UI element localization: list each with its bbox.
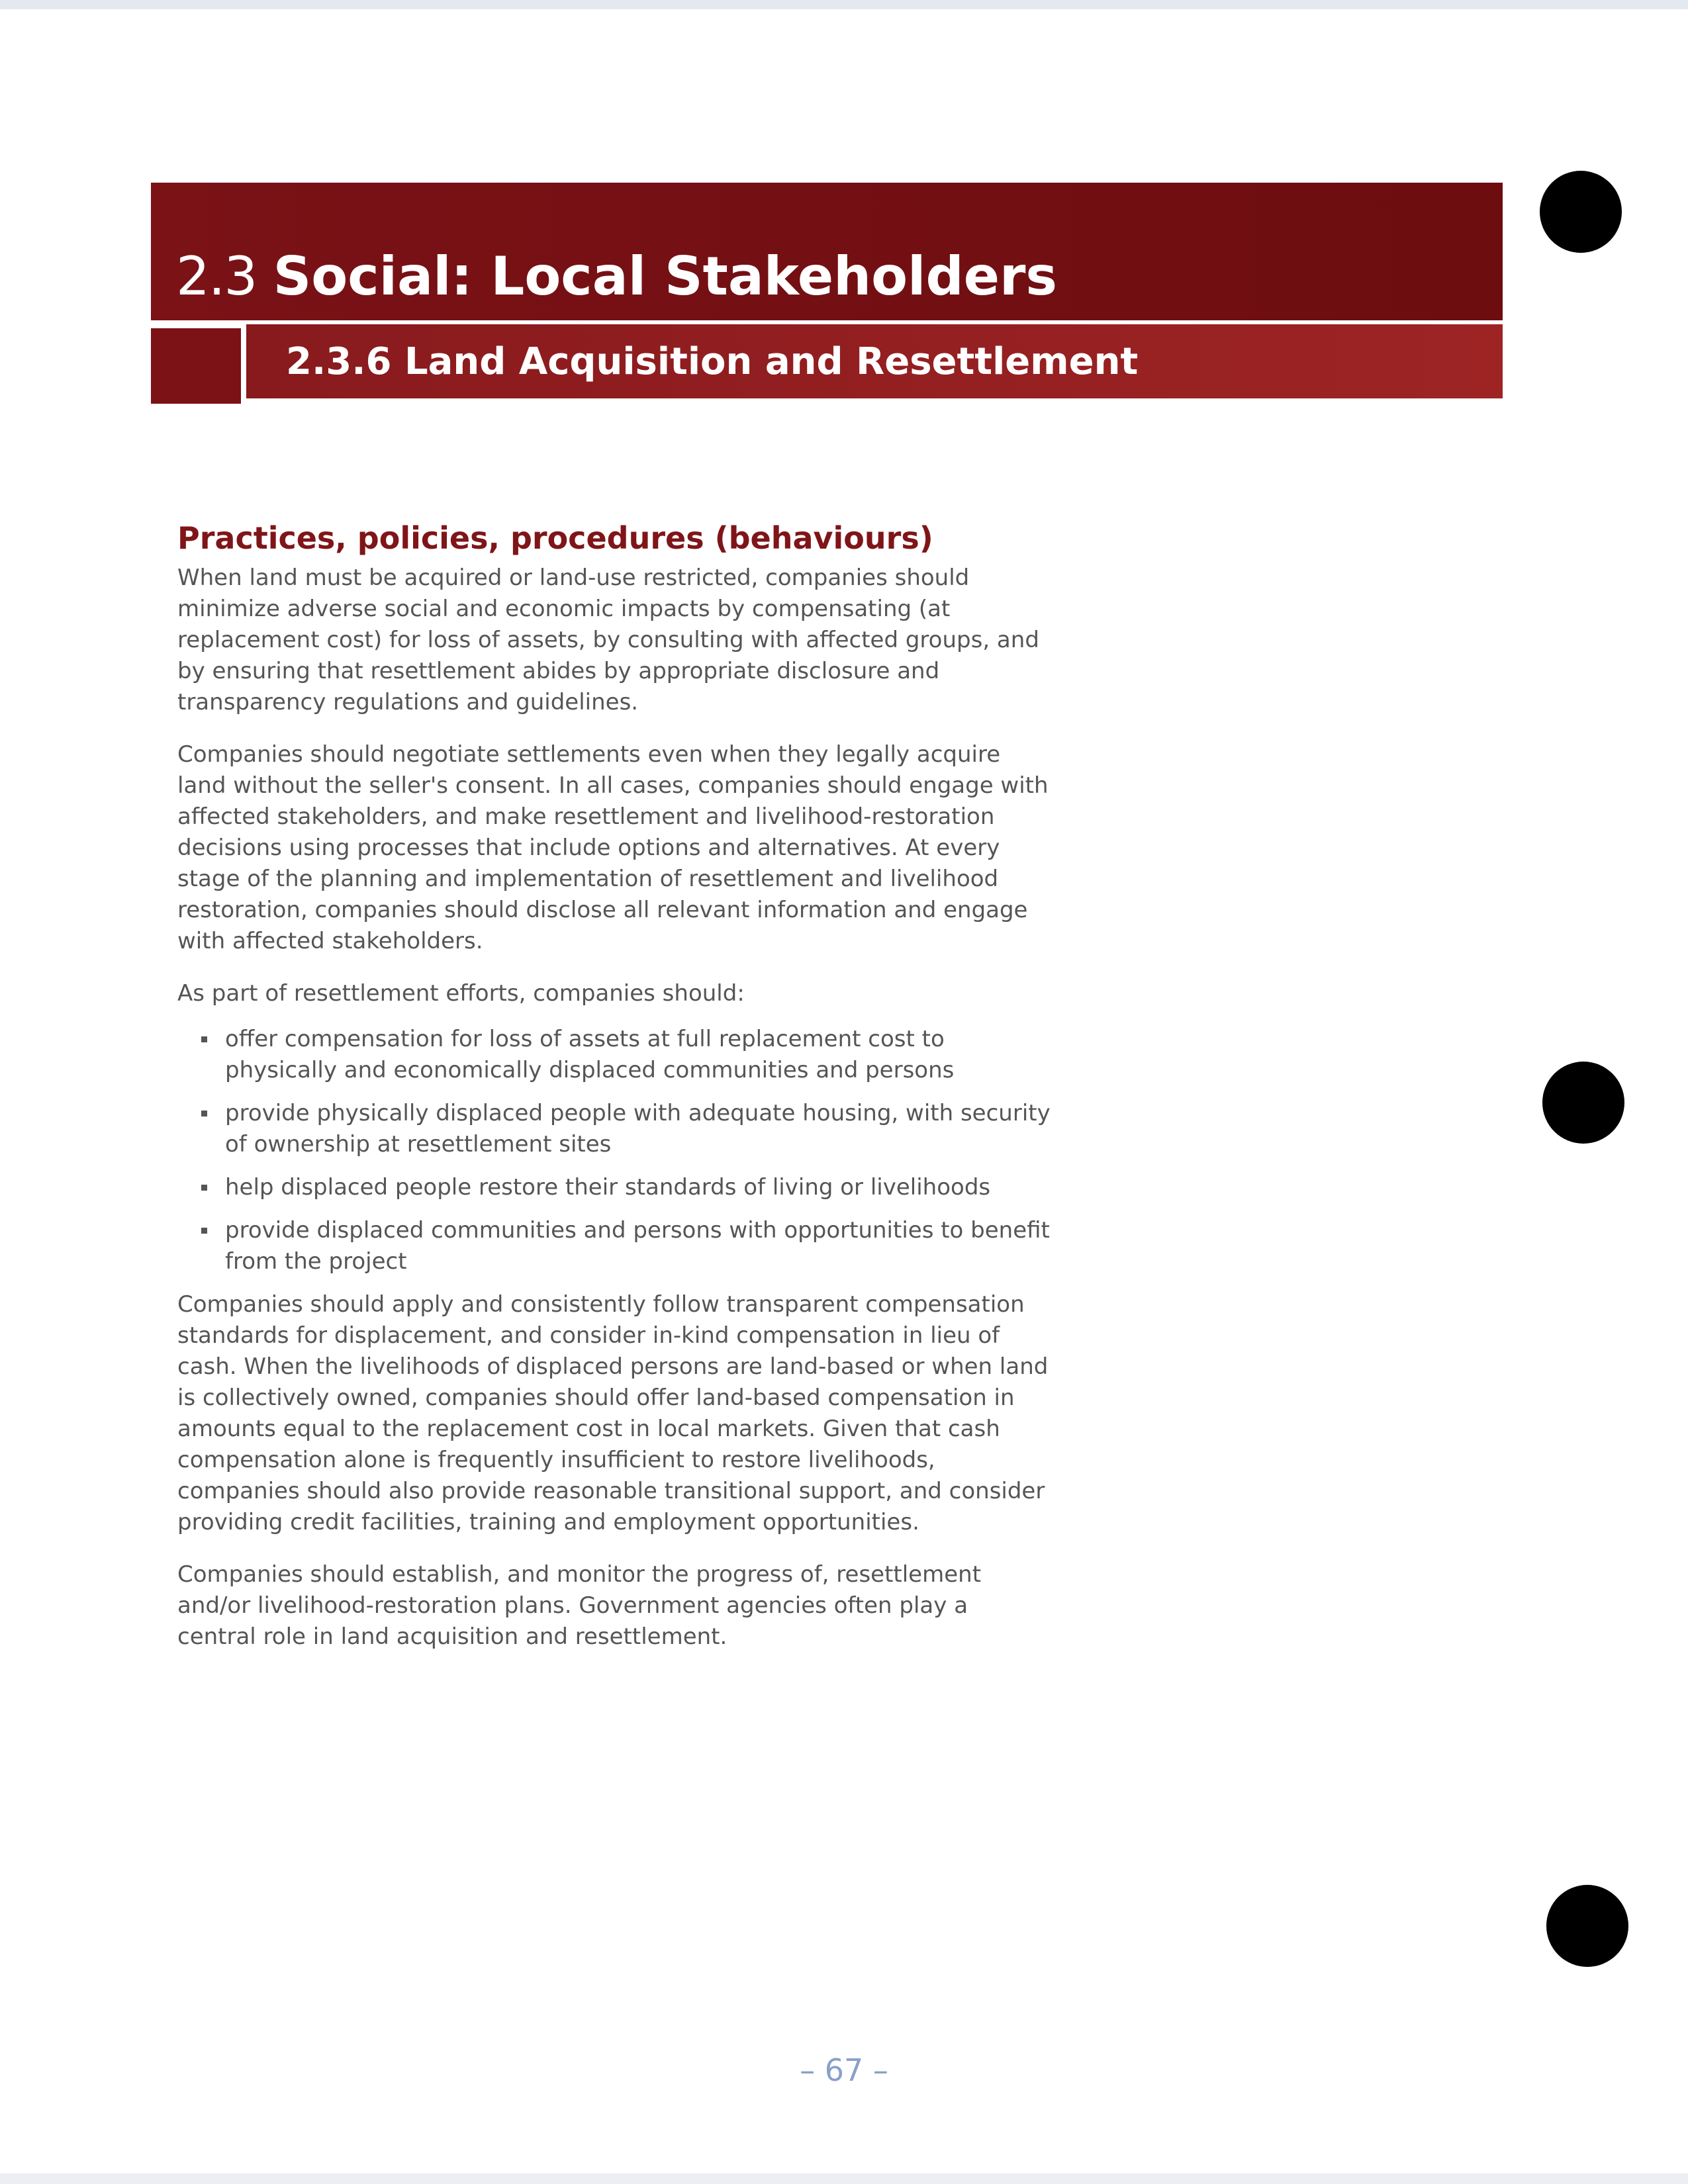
list-item: [177, 1172, 1051, 1203]
list-item-text: offer compensation for loss of assets at full replacement cost to physically and economically displaced communities and persons: [225, 1026, 955, 1083]
section-title: [176, 244, 1057, 310]
body-paragraph: Companies should apply and consistently follow transparent compensation standards for displacement, and consider in-kind compensation in lieu of cash. When the livelihoods of displaced persons are land-based or when land is collectively owned, companies should offer land-based compensation in amounts equal to the replacement cost in local markets. Given that cash compensation alone is frequently insufficient to restore livelihoods, companies should also provide reasonable transitional support, and consider providing credit facilities, training and employment opportunities.: [177, 1291, 1049, 1535]
main-content: [177, 515, 1051, 1674]
list-item: [177, 1215, 1051, 1277]
section-name: Social: Local Stakeholders: [273, 246, 1058, 307]
list-item-text: provide physically displaced people with adequate housing, with security of ownership at resettlement sites: [225, 1100, 1051, 1158]
list-item-text: provide displaced communities and persons with opportunities to benefit from the project: [225, 1217, 1050, 1275]
scan-bottom-edge: [0, 2173, 1688, 2184]
list-item: [177, 1098, 1051, 1160]
practices-heading: Practices, policies, procedures (behaviours): [177, 520, 933, 556]
page-number: – 67 –: [800, 2052, 888, 2088]
bullet-icon: [201, 1185, 207, 1191]
list-item: [177, 1024, 1051, 1086]
section-number: 2.3: [176, 246, 257, 307]
resettlement-bullet-list: [177, 1024, 1051, 1277]
binder-hole-icon: [1540, 171, 1622, 253]
body-paragraph: Companies should establish, and monitor the progress of, resettlement and/or livelihood-restoration plans. Government agencies often play a central role in land acquisition and resettlement.: [177, 1561, 982, 1650]
scan-top-edge: [0, 0, 1688, 9]
bullet-icon: [201, 1111, 207, 1116]
subsection-title: 2.3.6 Land Acquisition and Resettlement: [286, 340, 1139, 383]
subsection-banner-tab: [151, 328, 241, 404]
subsection-header-banner: [246, 324, 1503, 398]
body-paragraph: Companies should negotiate settlements even when they legally acquire land without the seller's consent. In all cases, companies should engage with affected stakeholders, and make resettlement and livelihood-restoration decisions using processes that include options and alternatives. At every stage of the planning and implementation of resettlement and livelihood restoration, companies should disclose all relevant information and engage with affected stakeholders.: [177, 741, 1049, 954]
bullet-icon: [201, 1036, 207, 1042]
list-item-text: help displaced people restore their standards of living or livelihoods: [225, 1174, 991, 1201]
section-header-banner: [151, 183, 1503, 320]
bullet-icon: [201, 1228, 207, 1234]
body-paragraph: When land must be acquired or land-use restricted, companies should minimize adverse social and economic impacts by compensating (at replacement cost) for loss of assets, by consulting with affected groups, and by ensuring that resettlement abides by appropriate disclosure and transparency regulations and guidelines.: [177, 565, 1039, 715]
binder-hole-icon: [1546, 1885, 1628, 1967]
body-paragraph: As part of resettlement efforts, companies should:: [177, 980, 745, 1007]
binder-hole-icon: [1542, 1062, 1624, 1144]
